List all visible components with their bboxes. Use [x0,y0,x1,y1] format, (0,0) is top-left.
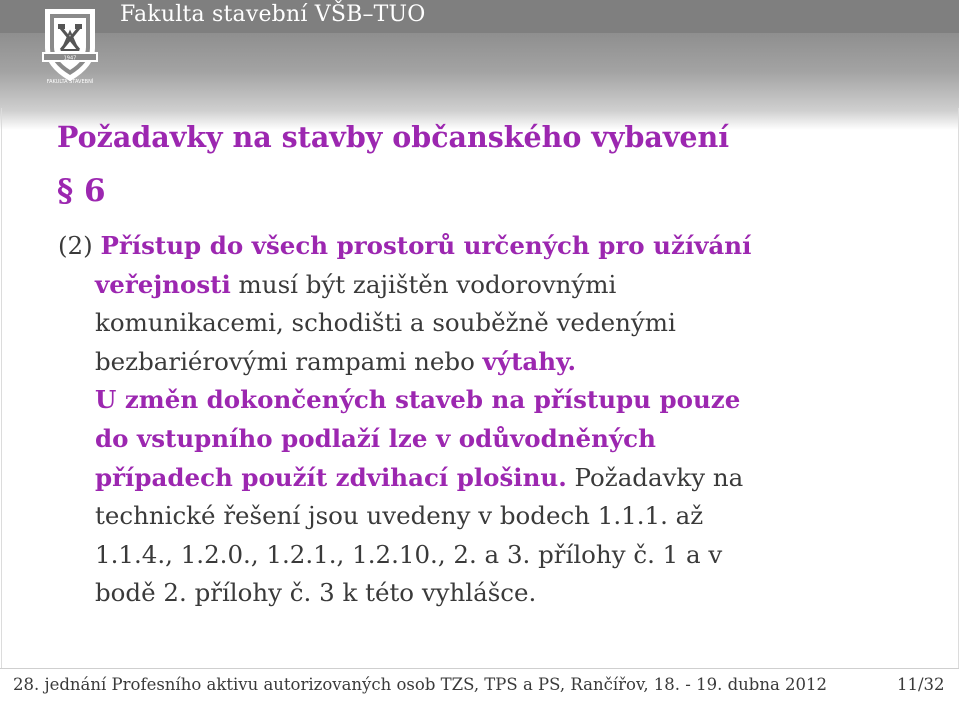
body-text: bodě 2. přílohy č. 3 k této vyhlášce. [95,578,537,608]
slide-title: Požadavky na stavby občanského vybavení [57,120,730,154]
emphasis-text: Přístup do všech prostorů určených pro užívání [100,231,752,260]
text-line-3 [58,304,938,343]
text-line-8 [58,497,938,536]
vsb-faculty-crest-icon [40,4,100,88]
section-number: § 6 [57,173,106,209]
text-line-4 [58,343,938,382]
text-line-7 [58,459,938,498]
emphasis-text: případech použít zdvihací plošinu. [95,462,567,492]
text-line-9 [58,536,938,575]
body-paragraph [58,227,938,613]
body-text: Požadavky na [566,462,744,492]
faculty-title: Fakulta stavební VŠB–TUO [120,2,426,27]
body-text: bezbariérovými rampami nebo [95,346,483,376]
text-line-5 [58,381,938,420]
text-line-10 [58,574,938,613]
body-text: technické řešení jsou uvedeny v bodech 1.1.1. až [95,501,704,531]
text-line-2 [58,266,938,305]
body-text: musí být zajištěn vodorovnými [230,269,617,299]
emphasis-text: veřejnosti [95,269,231,299]
body-text: komunikacemi, schodišti a souběžně vedenými [95,308,676,338]
emphasis-text: výtahy. [482,346,577,376]
page-number: 11/32 [897,675,945,694]
emphasis-text: do vstupního podlaží lze v odůvodněných [95,423,656,453]
paragraph-number: (2) [58,231,101,260]
text-line-1 [58,227,938,266]
body-text: 1.1.4., 1.2.0., 1.2.1., 1.2.10., 2. a 3. přílohy č. 1 a v [95,539,723,569]
logo-text: FAKULTA STAVEBNÍ [46,79,94,85]
footer-text: 28. jednání Profesního aktivu autorizovaných osob TZS, TPS a PS, Rančířov, 18. - 19. dubna 2012 [13,675,828,694]
text-line-6 [58,420,938,459]
logo-year: 1947 [63,55,77,62]
emphasis-text: U změn dokončených staveb na přístupu pouze [95,385,741,415]
footer-divider [0,668,959,669]
